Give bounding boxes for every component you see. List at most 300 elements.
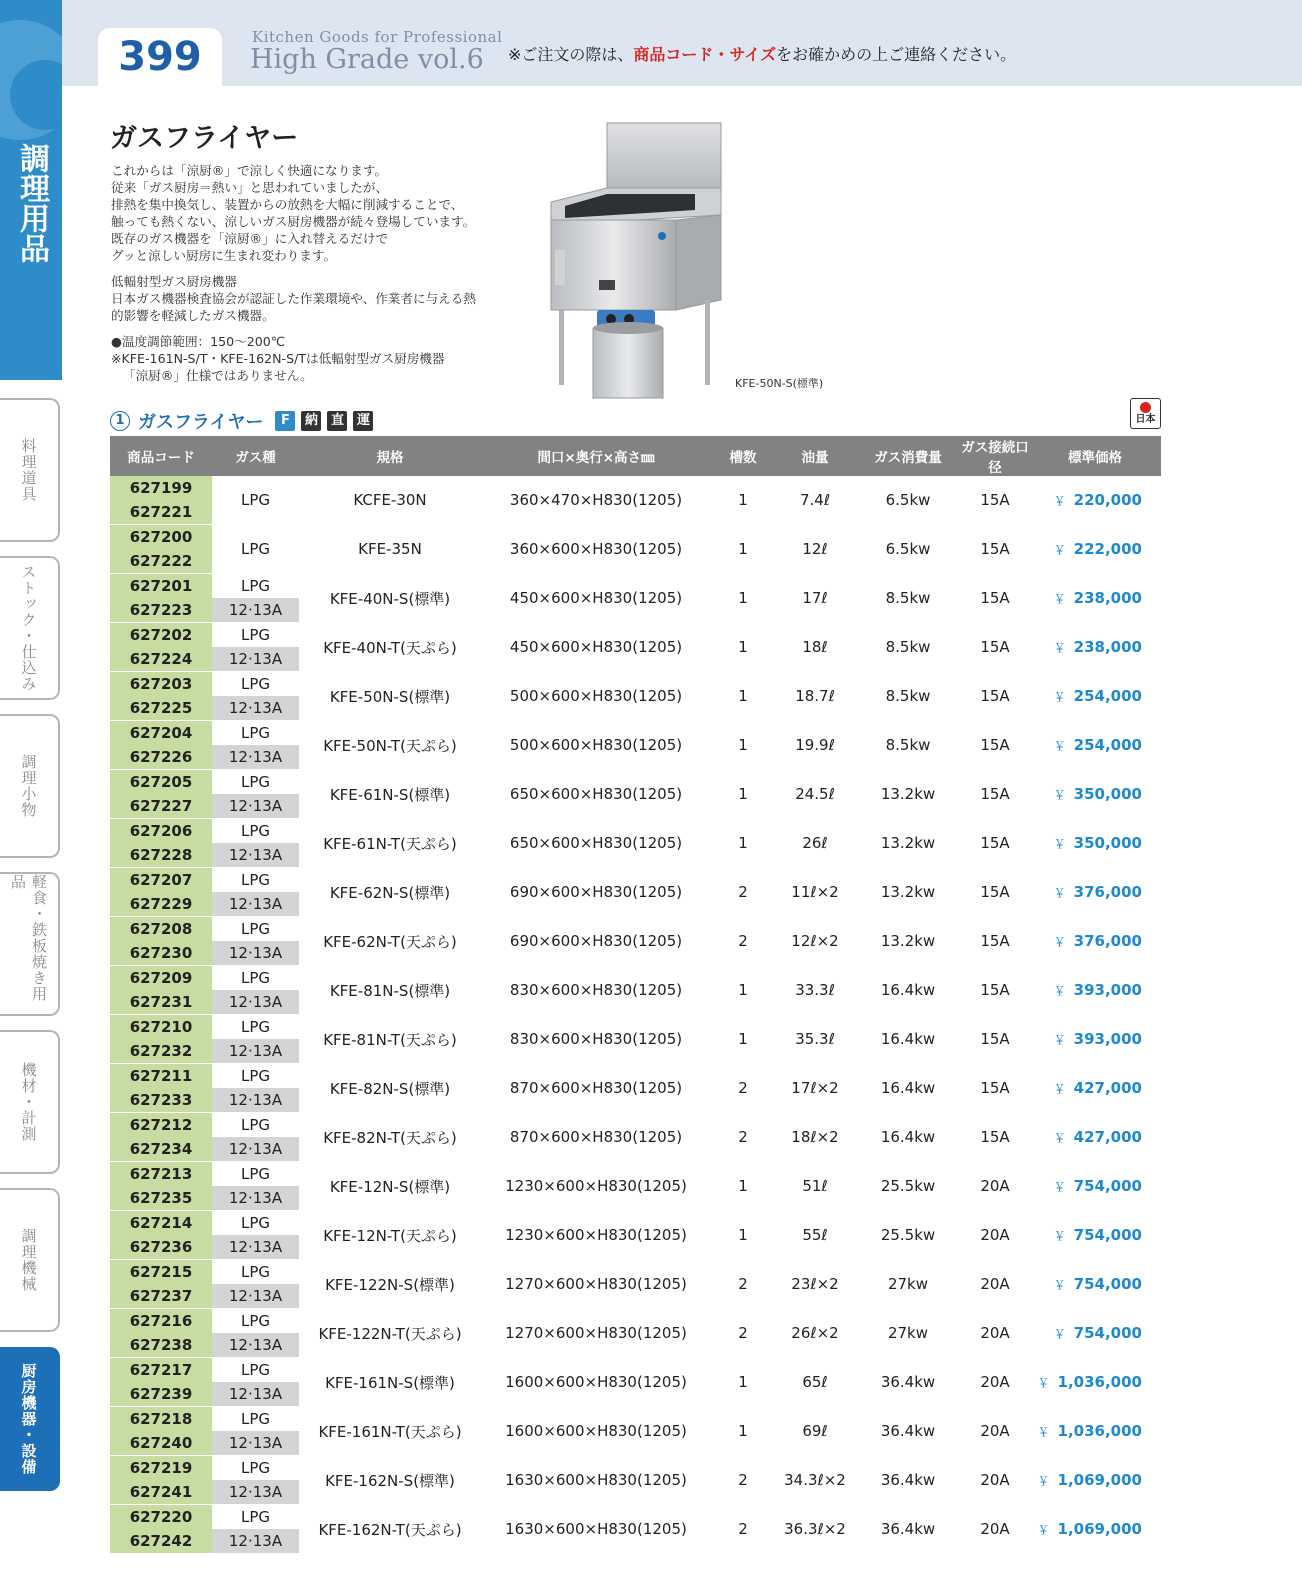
model-spec: KFE-162N-T(天ぷら) <box>318 1520 462 1539</box>
yen-symbol: ￥ <box>1053 984 1066 998</box>
product-code: 627207 <box>110 868 212 893</box>
notice-prefix: ※ご注文の際は、 <box>508 45 634 64</box>
price-value: 754,000 <box>1073 1324 1142 1342</box>
gas-type: LPG <box>240 920 271 938</box>
price <box>1029 1456 1161 1505</box>
model-spec: KFE-82N-T(天ぷら) <box>323 1128 457 1147</box>
gas-type: LPG <box>240 724 271 742</box>
price-value: 1,069,000 <box>1057 1520 1142 1538</box>
product-code: 627220 <box>110 1505 212 1530</box>
oil-capacity: 18.7ℓ <box>795 687 835 705</box>
dimensions: 360×600×H830(1205) <box>509 540 683 558</box>
dimensions: 690×600×H830(1205) <box>509 932 683 950</box>
gas-connection: 15A <box>980 785 1010 803</box>
price-value: 427,000 <box>1073 1079 1142 1097</box>
price <box>1029 1358 1161 1407</box>
yen-symbol: ￥ <box>1037 1425 1050 1439</box>
badge-shipping: 運 <box>353 411 373 431</box>
low-radiation-line: 的影響を軽減したガス機器。 <box>111 308 275 323</box>
table-row <box>110 476 1161 500</box>
low-radiation-title: 低輻射型ガス厨房機器 <box>111 274 237 289</box>
spacer <box>111 324 511 333</box>
column-header: ガス消費量 <box>855 436 961 476</box>
description-line: グッと涼しい厨房に生まれ変わります。 <box>111 248 337 263</box>
gas-consumption: 8.5kw <box>885 589 931 607</box>
price <box>1029 1211 1161 1260</box>
dimensions: 830×600×H830(1205) <box>509 981 683 999</box>
yen-symbol: ￥ <box>1053 1082 1066 1096</box>
oil-capacity: 12ℓ <box>802 540 828 558</box>
brand-title: High Grade vol.6 <box>250 44 484 75</box>
price-value: 1,069,000 <box>1057 1471 1142 1489</box>
product-code: 627219 <box>110 1456 212 1481</box>
dimensions: 450×600×H830(1205) <box>509 589 683 607</box>
model-spec: KFE-50N-T(天ぷら) <box>323 736 457 755</box>
side-tab[interactable] <box>0 398 60 542</box>
price <box>1029 1260 1161 1309</box>
oil-capacity: 35.3ℓ <box>795 1030 835 1048</box>
product-code: 627203 <box>110 672 212 697</box>
product-code: 627229 <box>110 892 212 917</box>
model-spec: KFE-62N-S(標準) <box>329 883 451 902</box>
yen-symbol: ￥ <box>1053 886 1066 900</box>
tank-count: 1 <box>738 1030 748 1048</box>
page-number: 399 <box>118 34 202 80</box>
gas-type: LPG <box>240 1214 271 1232</box>
yen-symbol: ￥ <box>1053 641 1066 655</box>
dimensions: 1230×600×H830(1205) <box>505 1226 687 1244</box>
yen-symbol: ￥ <box>1053 543 1066 557</box>
table-row <box>110 1505 1161 1530</box>
side-tab[interactable] <box>0 1030 60 1174</box>
side-tab[interactable] <box>0 714 60 858</box>
product-code: 627211 <box>110 1064 212 1089</box>
gas-type: LPG <box>240 1410 271 1428</box>
oil-capacity: 17ℓ <box>802 589 828 607</box>
price <box>1029 1015 1161 1064</box>
oil-capacity: 19.9ℓ <box>795 736 835 754</box>
image-caption: KFE-50N-S(標準) <box>735 377 824 390</box>
description-line: 排熱を集中換気し、装置からの放熱を大幅に削減することで、 <box>111 197 464 212</box>
tank-count: 1 <box>738 687 748 705</box>
price <box>1029 770 1161 819</box>
side-tab-label: ストック・仕込み <box>19 564 38 692</box>
product-spec-table <box>110 436 1161 1554</box>
gas-connection: 15A <box>980 491 1010 510</box>
dimensions: 1630×600×H830(1205) <box>505 1520 687 1538</box>
price-value: 1,036,000 <box>1057 1422 1142 1440</box>
gas-consumption: 27kw <box>887 1324 929 1342</box>
side-tab[interactable] <box>0 1188 60 1332</box>
tank-count: 2 <box>738 883 748 901</box>
yen-symbol: ￥ <box>1053 592 1066 606</box>
table-row <box>110 1309 1161 1334</box>
low-radiation-line: 日本ガス機器検査協会が認証した作業環境や、作業者に与える熱 <box>111 291 476 306</box>
price-value: 254,000 <box>1073 736 1142 754</box>
price <box>1029 868 1161 917</box>
product-code: 627216 <box>110 1309 212 1334</box>
oil-capacity: 69ℓ <box>802 1422 828 1440</box>
price-value: 393,000 <box>1073 1030 1142 1048</box>
tank-count: 1 <box>738 834 748 852</box>
product-code: 627239 <box>110 1382 212 1407</box>
product-code: 627236 <box>110 1235 212 1260</box>
product-code: 627199 <box>110 476 212 500</box>
gas-consumption: 16.4kw <box>880 981 936 999</box>
product-code: 627212 <box>110 1113 212 1138</box>
dimensions: 1600×600×H830(1205) <box>505 1422 687 1440</box>
gas-type: 12·13A <box>212 598 299 623</box>
gas-type: 12·13A <box>212 843 299 868</box>
section-title <box>110 408 373 434</box>
model-spec: KFE-162N-S(標準) <box>325 1471 455 1490</box>
product-code: 627240 <box>110 1431 212 1456</box>
oil-capacity: 26ℓ <box>802 834 828 852</box>
gas-type: LPG <box>240 1312 271 1330</box>
table-row <box>110 1260 1161 1285</box>
price <box>1029 672 1161 721</box>
oil-capacity: 55ℓ <box>802 1226 828 1244</box>
oil-capacity: 18ℓ <box>802 638 828 656</box>
side-tab[interactable] <box>0 872 60 1016</box>
model-spec: KFE-122N-T(天ぷら) <box>318 1324 462 1343</box>
gas-type: LPG <box>240 626 271 644</box>
model-spec: KFE-35N <box>358 540 422 558</box>
table-row <box>110 574 1161 599</box>
gas-consumption: 16.4kw <box>880 1128 936 1146</box>
dimensions: 690×600×H830(1205) <box>509 883 683 901</box>
tank-count: 2 <box>738 1275 748 1293</box>
dimensions: 500×600×H830(1205) <box>509 687 683 705</box>
gas-consumption: 8.5kw <box>885 687 931 705</box>
side-tab[interactable] <box>0 556 60 700</box>
gas-type: 12·13A <box>212 1529 299 1554</box>
gas-type: 12·13A <box>212 1186 299 1211</box>
order-notice <box>508 42 1016 65</box>
description-line: 既存のガス機器を「涼厨®」に入れ替えるだけで <box>111 231 389 246</box>
gas-consumption: 13.2kw <box>880 883 936 901</box>
product-title: ガスフライヤー <box>110 123 299 154</box>
gas-consumption: 36.4kw <box>880 1373 936 1391</box>
column-header: ガス接続口径 <box>961 436 1029 476</box>
product-code: 627233 <box>110 1088 212 1113</box>
product-code: 627235 <box>110 1186 212 1211</box>
product-code: 627209 <box>110 966 212 991</box>
product-code: 627217 <box>110 1358 212 1383</box>
tank-count: 2 <box>738 1079 748 1097</box>
price-value: 393,000 <box>1073 981 1142 999</box>
yen-symbol: ￥ <box>1053 788 1066 802</box>
side-tab-label: 調理小物 <box>19 754 38 818</box>
gas-connection: 15A <box>980 540 1010 558</box>
gas-connection: 15A <box>980 1128 1010 1146</box>
gas-consumption: 36.4kw <box>880 1422 936 1440</box>
gas-connection: 20A <box>980 1324 1010 1342</box>
price-value: 350,000 <box>1073 785 1142 803</box>
oil-capacity: 17ℓ×2 <box>791 1079 839 1097</box>
dimensions: 650×600×H830(1205) <box>509 785 683 803</box>
yen-symbol: ￥ <box>1053 1229 1066 1243</box>
gas-connection: 15A <box>980 736 1010 754</box>
model-spec: KFE-81N-T(天ぷら) <box>323 1030 457 1049</box>
gas-consumption: 36.4kw <box>880 1520 936 1538</box>
tank-count: 2 <box>738 1128 748 1146</box>
tank-count: 2 <box>738 1520 748 1538</box>
column-header: 油量 <box>775 436 855 476</box>
price-value: 427,000 <box>1073 1128 1142 1146</box>
table-row <box>110 1456 1161 1481</box>
table-row <box>110 623 1161 648</box>
table-header-row <box>110 436 1161 476</box>
model-spec: KFE-50N-S(標準) <box>329 687 451 706</box>
gas-type: 12·13A <box>212 794 299 819</box>
gas-type: LPG <box>240 1459 271 1477</box>
price <box>1029 721 1161 770</box>
product-code: 627208 <box>110 917 212 942</box>
tank-count: 1 <box>738 1373 748 1391</box>
product-code: 627222 <box>110 549 212 574</box>
model-spec: KFE-62N-T(天ぷら) <box>323 932 457 951</box>
tank-count: 1 <box>738 540 748 558</box>
gas-consumption: 13.2kw <box>880 834 936 852</box>
oil-capacity: 36.3ℓ×2 <box>784 1520 846 1538</box>
price-value: 222,000 <box>1073 540 1142 558</box>
product-code: 627213 <box>110 1162 212 1187</box>
price <box>1029 574 1161 623</box>
oil-capacity: 26ℓ×2 <box>791 1324 839 1342</box>
gas-type: 12·13A <box>212 1039 299 1064</box>
gas-type: LPG <box>240 576 271 595</box>
product-code: 627206 <box>110 819 212 844</box>
table-row <box>110 672 1161 697</box>
oil-capacity: 7.4ℓ <box>799 491 831 510</box>
description-line: これからは「涼厨®」で涼しく快適になります。 <box>111 163 388 178</box>
oil-capacity: 11ℓ×2 <box>791 883 839 901</box>
yen-symbol: ￥ <box>1053 935 1066 949</box>
table-row <box>110 819 1161 844</box>
table-row <box>110 1358 1161 1383</box>
dimensions: 1230×600×H830(1205) <box>505 1177 687 1195</box>
table-row <box>110 525 1161 550</box>
tank-count: 1 <box>738 1177 748 1195</box>
model-spec: KFE-12N-S(標準) <box>329 1177 451 1196</box>
yen-symbol: ￥ <box>1053 739 1066 753</box>
japan-flag-icon <box>1140 402 1151 413</box>
table-row <box>110 1407 1161 1432</box>
price <box>1029 525 1161 574</box>
model-spec: KFE-82N-S(標準) <box>329 1079 451 1098</box>
model-spec: KFE-40N-T(天ぷら) <box>323 638 457 657</box>
price <box>1029 819 1161 868</box>
gas-consumption: 36.4kw <box>880 1471 936 1489</box>
note-line: ※KFE-161N-S/T・KFE-162N-S/Tは低輻射型ガス厨房機器 <box>111 351 445 366</box>
price-value: 238,000 <box>1073 638 1142 656</box>
yen-symbol: ￥ <box>1037 1474 1050 1488</box>
product-description <box>111 162 511 384</box>
gas-type: LPG <box>240 675 271 693</box>
yen-symbol: ￥ <box>1053 1327 1066 1341</box>
badge-direct: 直 <box>327 411 347 431</box>
fryer-product-image <box>545 120 730 410</box>
column-header: 規格 <box>299 436 481 476</box>
oil-capacity: 51ℓ <box>802 1177 828 1195</box>
tank-count: 2 <box>738 1324 748 1342</box>
table-row <box>110 1113 1161 1138</box>
gas-type: LPG <box>240 1018 271 1036</box>
gas-type: 12·13A <box>212 1235 299 1260</box>
price <box>1029 1505 1161 1554</box>
gas-connection: 15A <box>980 1030 1010 1048</box>
product-code: 627215 <box>110 1260 212 1285</box>
oil-capacity: 18ℓ×2 <box>791 1128 839 1146</box>
gas-consumption: 13.2kw <box>880 785 936 803</box>
price-value: 754,000 <box>1073 1177 1142 1195</box>
gas-type: LPG <box>240 773 271 791</box>
description-line: 従来「ガス厨房＝熱い」と思われていましたが、 <box>111 180 389 195</box>
model-spec: KFE-12N-T(天ぷら) <box>323 1226 457 1245</box>
spacer <box>111 264 511 273</box>
table-row <box>110 966 1161 991</box>
gas-consumption: 16.4kw <box>880 1079 936 1097</box>
table-row <box>110 1015 1161 1040</box>
side-tab[interactable] <box>0 1347 60 1491</box>
price-value: 238,000 <box>1073 589 1142 607</box>
product-code: 627228 <box>110 843 212 868</box>
tank-count: 1 <box>738 491 748 510</box>
product-code: 627241 <box>110 1480 212 1505</box>
model-spec: KFE-122N-S(標準) <box>325 1275 455 1294</box>
gas-type: LPG <box>240 491 271 510</box>
column-header: 商品コード <box>110 436 212 476</box>
price-value: 754,000 <box>1073 1226 1142 1244</box>
gas-type: 12·13A <box>212 647 299 672</box>
product-code: 627242 <box>110 1529 212 1554</box>
product-code: 627221 <box>110 500 212 525</box>
product-code: 627227 <box>110 794 212 819</box>
side-tab-label: 料理道具 <box>19 438 38 502</box>
price-value: 220,000 <box>1073 491 1142 510</box>
gas-type: 12·13A <box>212 1333 299 1358</box>
gas-type: 12·13A <box>212 696 299 721</box>
tank-count: 1 <box>738 638 748 656</box>
gas-connection: 15A <box>980 638 1010 656</box>
product-code: 627218 <box>110 1407 212 1432</box>
table-row <box>110 1162 1161 1187</box>
product-code: 627210 <box>110 1015 212 1040</box>
dimensions: 450×600×H830(1205) <box>509 638 683 656</box>
model-spec: KFE-161N-T(天ぷら) <box>318 1422 462 1441</box>
tank-count: 2 <box>738 932 748 950</box>
tank-count: 1 <box>738 736 748 754</box>
dimensions: 830×600×H830(1205) <box>509 1030 683 1048</box>
oil-capacity: 33.3ℓ <box>795 981 835 999</box>
model-spec: KFE-40N-S(標準) <box>329 589 451 608</box>
model-spec: KFE-61N-T(天ぷら) <box>323 834 457 853</box>
side-tab-label: 厨房機器・設備 <box>19 1363 38 1475</box>
table-row <box>110 917 1161 942</box>
gas-type: 12·13A <box>212 745 299 770</box>
table-row <box>110 868 1161 893</box>
product-code: 627201 <box>110 574 212 599</box>
dimensions: 1270×600×H830(1205) <box>505 1275 687 1293</box>
model-spec: KFE-81N-S(標準) <box>329 981 451 1000</box>
notice-highlight: 商品コード・サイズ <box>633 45 777 64</box>
oil-capacity: 34.3ℓ×2 <box>784 1471 846 1489</box>
column-header: ガス種 <box>212 436 299 476</box>
yen-symbol: ￥ <box>1053 1033 1066 1047</box>
column-header: 槽数 <box>711 436 775 476</box>
gas-consumption: 8.5kw <box>885 736 931 754</box>
table-row <box>110 770 1161 795</box>
gas-connection: 20A <box>980 1422 1010 1440</box>
dimensions: 1630×600×H830(1205) <box>505 1471 687 1489</box>
gas-type: 12·13A <box>212 1480 299 1505</box>
gas-connection: 20A <box>980 1275 1010 1293</box>
gas-type: 12·13A <box>212 1431 299 1456</box>
yen-symbol: ￥ <box>1037 1523 1050 1537</box>
table-row <box>110 721 1161 746</box>
tank-count: 1 <box>738 589 748 607</box>
gas-type: 12·13A <box>212 1088 299 1113</box>
product-code: 627202 <box>110 623 212 648</box>
gas-type: LPG <box>240 871 271 889</box>
price-value: 254,000 <box>1073 687 1142 705</box>
gas-type: LPG <box>240 1361 271 1379</box>
gas-connection: 15A <box>980 687 1010 705</box>
gas-consumption: 16.4kw <box>880 1030 936 1048</box>
dimensions: 650×600×H830(1205) <box>509 834 683 852</box>
gas-type: LPG <box>240 1263 271 1281</box>
section-number: 1 <box>110 411 130 431</box>
tank-count: 1 <box>738 1226 748 1244</box>
price <box>1029 966 1161 1015</box>
price <box>1029 1309 1161 1358</box>
gas-type: LPG <box>240 1508 271 1526</box>
tank-count: 1 <box>738 981 748 999</box>
product-code: 627224 <box>110 647 212 672</box>
gas-consumption: 8.5kw <box>885 638 931 656</box>
price <box>1029 917 1161 966</box>
price <box>1029 1407 1161 1456</box>
gas-type: LPG <box>240 1067 271 1085</box>
price <box>1029 1113 1161 1162</box>
gas-type: 12·13A <box>212 990 299 1015</box>
notice-suffix: をお確かめの上ご連絡ください。 <box>776 45 1017 64</box>
model-spec: KFE-161N-S(標準) <box>325 1373 455 1392</box>
dimensions: 360×470×H830(1205) <box>509 491 683 510</box>
page-number-tab <box>98 28 222 86</box>
oil-capacity: 24.5ℓ <box>795 785 835 803</box>
dimensions: 870×600×H830(1205) <box>509 1079 683 1097</box>
gas-consumption: 6.5kw <box>885 540 931 558</box>
gas-type: 12·13A <box>212 1382 299 1407</box>
product-code: 627234 <box>110 1137 212 1162</box>
product-code: 627214 <box>110 1211 212 1236</box>
side-tab-label: 軽食・鉄板焼き用品 <box>9 874 48 1002</box>
tank-count: 1 <box>738 785 748 803</box>
gas-type: 12·13A <box>212 1284 299 1309</box>
product-code: 627231 <box>110 990 212 1015</box>
product-code: 627226 <box>110 745 212 770</box>
model-spec: KCFE-30N <box>353 491 427 510</box>
price-value: 376,000 <box>1073 883 1142 901</box>
table-row <box>110 1211 1161 1236</box>
gas-type: 12·13A <box>212 941 299 966</box>
product-code: 627237 <box>110 1284 212 1309</box>
yen-symbol: ￥ <box>1053 1180 1066 1194</box>
badge-f: F <box>275 411 295 431</box>
note-line: 「涼厨®」仕様ではありません。 <box>123 368 313 383</box>
